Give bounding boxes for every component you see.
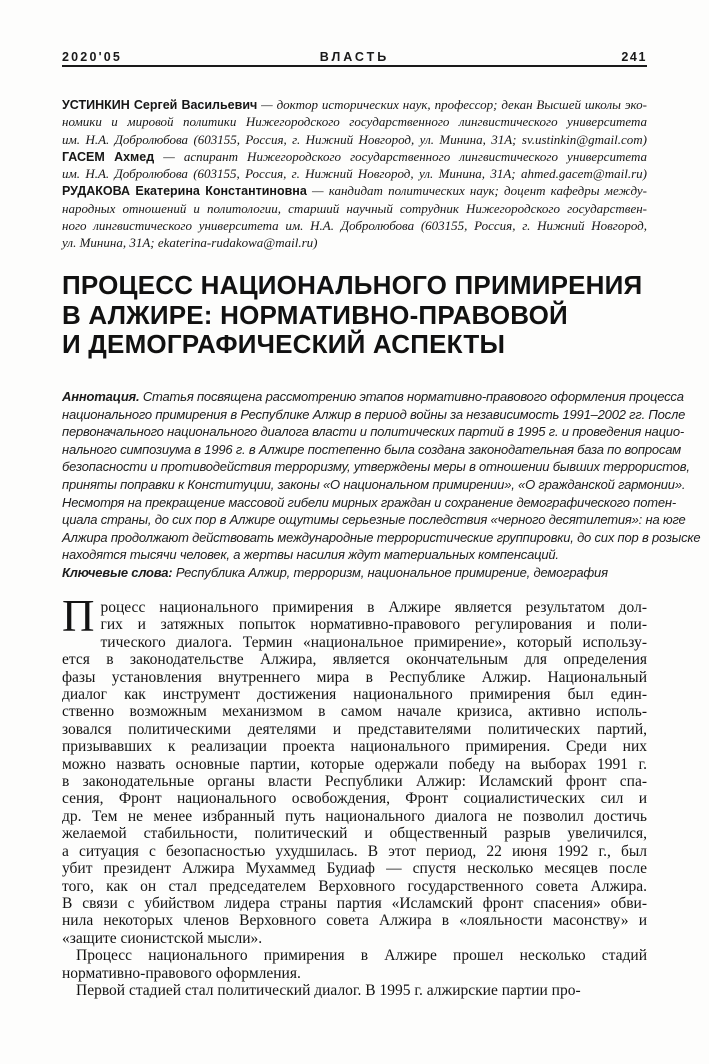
- body-line: роцесс национального примирения в Алжире является результатом дол-: [100, 599, 647, 616]
- author-line-text: номики и мировой политики Нижегородского государственного лингвистического университета: [62, 114, 647, 130]
- abstract-block: [62, 388, 701, 582]
- author-line-text: — аспирант Нижегородского государственного лингвистического университета: [154, 148, 647, 164]
- body-line: зовался политическими деятелями и представителями политических партий,: [62, 720, 647, 738]
- author-name: РУДАКОВА Екатерина Константиновна: [62, 184, 307, 199]
- abstract-line-text: Алжира продолжают действовать международные террористические группировки, до сих пор в розыске: [62, 529, 701, 545]
- article-title-line: И ДЕМОГРАФИЧЕСКИЙ АСПЕКТЫ: [62, 329, 506, 359]
- author-line-text: народных отношений и политологии, старший научный сотрудник Нижегородского государствен-: [62, 200, 647, 216]
- body-line: желаемой стабильности, политический и общественный разрыв увеличился,: [62, 825, 647, 843]
- keywords-line: [62, 564, 647, 582]
- body-line: в законодательные органы власти Республики Алжир: Исламский фронт спа-: [62, 773, 647, 791]
- article-title: [62, 271, 647, 360]
- author-line-text: — доктор исторических наук, профессор; декан Высшей школы эко-: [257, 97, 647, 112]
- abstract-line: [62, 546, 647, 564]
- article-title-line: ПРОЦЕСС НАЦИОНАЛЬНОГО ПРИМИРЕНИЯ: [62, 270, 643, 300]
- body-line: можно назвать основные партии, которые одержали победу на выборах 1991 г.: [62, 755, 647, 773]
- body-line: призывавших к реализации проекта национального примирения. Среди них: [62, 738, 647, 756]
- article-title-line: В АЛЖИРЕ: НОРМАТИВНО-ПРАВОВОЙ: [62, 299, 568, 330]
- abstract-line: [62, 458, 690, 476]
- body-line: диалог как инструмент достижения национального примирения был един-: [62, 686, 647, 704]
- author-line: [62, 200, 647, 217]
- body-paragraph: [62, 982, 647, 999]
- issue-label: 2020'05: [62, 50, 123, 64]
- body-paragraph: [62, 947, 647, 982]
- body-line: нормативно-правового оформления.: [62, 964, 301, 982]
- abstract-line-text: Статья посвящена рассмотрению этапов нормативно-правового оформления процесса: [139, 389, 684, 404]
- running-head: [62, 44, 647, 64]
- author-line: [62, 131, 647, 148]
- page-number: 241: [621, 50, 647, 64]
- body-line: др. Тем не менее избранный путь национального диалога не позволил достичь: [62, 807, 647, 825]
- body-line: «защите сионистской мысли».: [62, 929, 263, 947]
- author-line-text: им. Н.А. Добролюбова (603155, Россия, г. Нижний Новгород, ул. Минина, 31А; sv.ustinkin@gmail.com): [62, 131, 647, 147]
- author-block: [62, 96, 647, 252]
- author-line: [62, 182, 647, 199]
- abstract-line: [62, 423, 684, 441]
- body-line: В связи с убийством лидера страны партия «Исламский фронт спасения» обви-: [62, 894, 647, 912]
- abstract-line: [62, 494, 676, 512]
- body-line: а ситуация с безопасностью ухудшилась. В этот период, 22 июня 1992 г., был: [62, 842, 647, 860]
- body-line: сения, Фронт национального освобождения, Фронт социалистических сил и: [62, 790, 647, 808]
- author-line: [62, 165, 647, 182]
- body-line: убит президент Алжира Мухаммед Будиаф — спустя несколько месяцев после: [62, 860, 647, 878]
- abstract-line-text: первоначального национального диалога власти и политических партий в 1995 г. и проведения нацио-: [62, 424, 684, 440]
- abstract-line: [62, 529, 701, 547]
- abstract-line: [62, 511, 686, 529]
- author-line-text: им. Н.А. Добролюбова (603155, Россия, г. Нижний Новгород, ул. Минина, 31А; ahmed.gacem@mail.ru): [62, 166, 647, 182]
- abstract-line: [62, 388, 684, 406]
- abstract-line-text: циала страны, до сих пор в Алжире ощутимы серьезные последствия «черного десятилетия»: на юге: [62, 512, 686, 528]
- abstract-line-text: приняты поправки к Конституции, законы «О национальном примирении», «О гражданской гармонии».: [62, 476, 686, 492]
- drop-cap: П: [62, 591, 95, 641]
- journal-title: ВЛАСТЬ: [319, 50, 390, 64]
- body-line: гих и затяжных попыток нормативно-правового регулирования и поли-: [100, 616, 647, 634]
- author-line-text: ул. Минина, 31А; ekaterina-rudakowa@mail.ru): [62, 235, 318, 251]
- article-body: [62, 591, 647, 999]
- author-line: [62, 113, 647, 130]
- keywords-text: Республика Алжир, терроризм, национальное примирение, демография: [172, 564, 608, 580]
- abstract-line-text: нального симпозиума в 1996 г. в Алжире постепенно была создана законодательная база по вопросам: [62, 441, 681, 457]
- body-line: фазы установления внутреннего мира в Республике Алжир. Национальный: [62, 668, 647, 686]
- author-line: [62, 217, 647, 234]
- body-line: Процесс национального примирения в Алжире прошел несколько стадий: [76, 947, 647, 965]
- author-name: УСТИНКИН Сергей Васильевич: [62, 98, 258, 112]
- abstract-line-text: Несмотря на прекращение массовой гибели мирных граждан и сохранение демографического потен-: [62, 494, 676, 510]
- abstract-line: [62, 406, 686, 424]
- author-line: [62, 234, 647, 251]
- body-line: ственно возможным механизмом в самом начале кризиса, активно исполь-: [62, 703, 647, 721]
- author-name: ГАСЕМ Ахмед: [62, 149, 155, 164]
- keywords-label: Ключевые слова:: [62, 564, 173, 580]
- abstract-line-text: находятся тысячи человек, а жертвы насилия ждут материальных компенсаций.: [62, 547, 559, 563]
- header-rule: [62, 65, 647, 67]
- body-line: того, как он стал председателем Верховного государственного совета Алжира.: [62, 877, 647, 895]
- abstract-line: [62, 441, 681, 459]
- body-line: Первой стадией стал политический диалог. В 1995 г. алжирские партии про-: [76, 981, 581, 999]
- abstract-label: Аннотация.: [62, 389, 140, 404]
- abstract-line-text: безопасности и противодействия терроризму, утверждены меры в отношении бывших террористов,: [62, 459, 690, 475]
- abstract-line-text: национального примирения в Республике Алжир в период войны за независимость 1991–2002 гг. После: [62, 406, 686, 422]
- body-line: тического диалога. Термин «национальное примирение», который использу-: [100, 633, 647, 651]
- body-line: ется в законодательстве Алжира, является окончательным для определения: [62, 651, 647, 669]
- author-line: [62, 148, 647, 165]
- body-line: нила некоторых членов Верховного совета Алжира в «лояльности масонству» и: [62, 912, 647, 930]
- author-line-text: ного лингвистического университета им. Н.А. Добролюбова (603155, Россия, г. Нижний Новгород,: [62, 218, 647, 234]
- author-line-text: — кандидат политических наук; доцент кафедры между-: [306, 183, 647, 199]
- abstract-line: [62, 476, 686, 494]
- body-paragraph: [62, 591, 647, 947]
- author-line: [62, 96, 647, 113]
